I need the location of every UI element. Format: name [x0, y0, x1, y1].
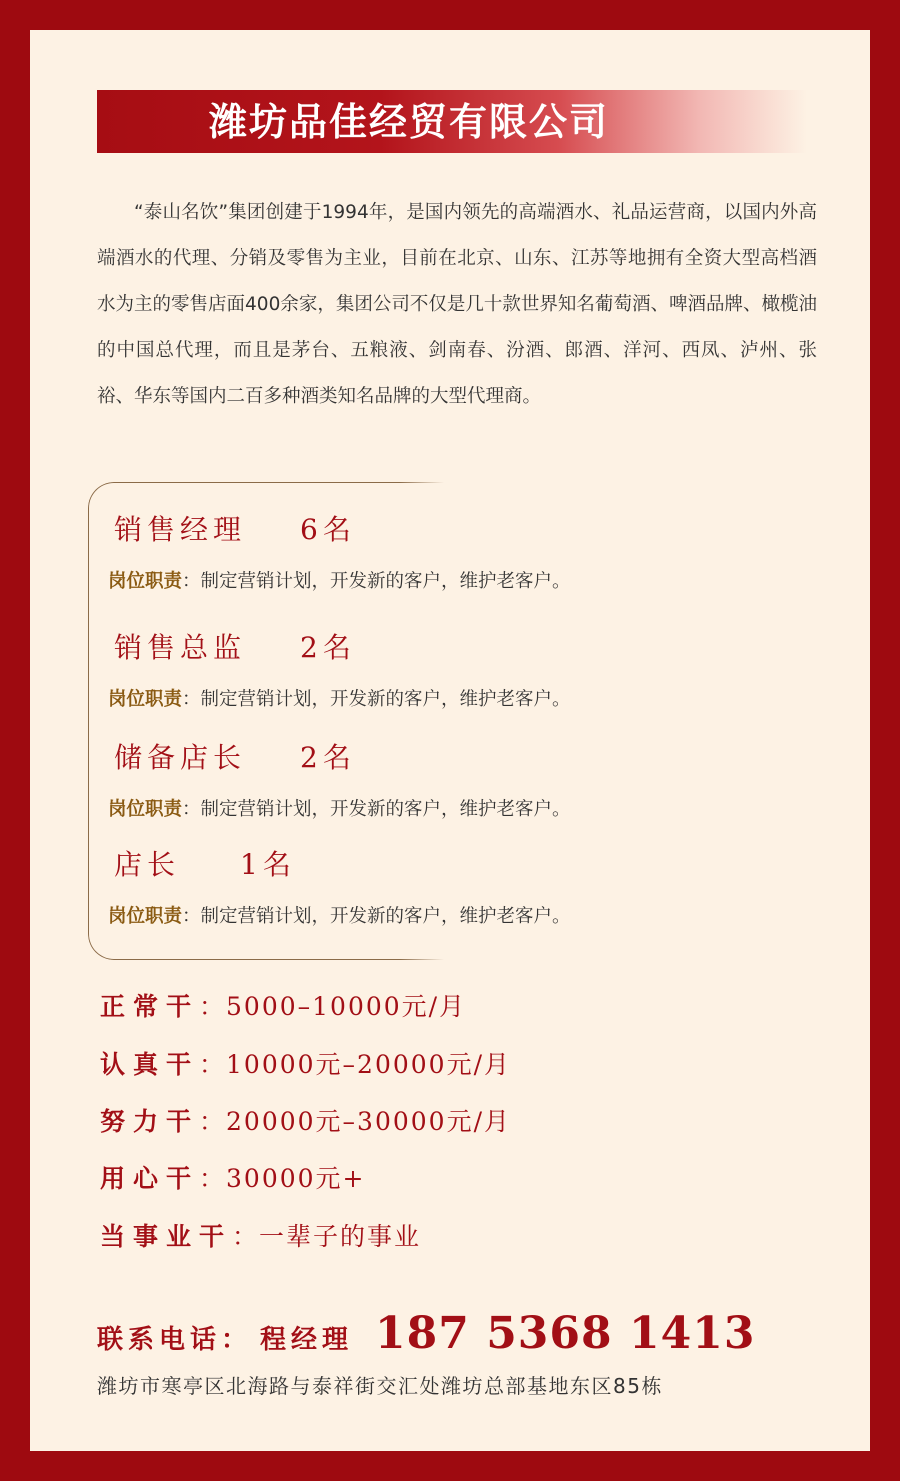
job-count: 6名 — [300, 513, 356, 546]
job-count: 2名 — [300, 741, 356, 774]
salary-row — [100, 987, 466, 1023]
jobs-frame — [88, 482, 830, 960]
job-title — [114, 626, 356, 666]
job-desc-label: 岗位职责 — [108, 906, 183, 927]
salary-value: ：10000元–20000元/月 — [199, 1050, 511, 1079]
salary-label: 认真干 — [100, 1050, 200, 1079]
job-desc-text: ：制定营销计划，开发新的客户，维护老客户。 — [182, 799, 571, 820]
company-intro — [97, 190, 817, 420]
job-count: 1名 — [240, 848, 296, 881]
job-desc-label: 岗位职责 — [108, 799, 183, 820]
salary-value: ：5000–10000元/月 — [199, 992, 467, 1021]
salary-value: ：20000元–30000元/月 — [199, 1107, 511, 1136]
contact-label: 联系电话： — [97, 1325, 253, 1355]
phone-number[interactable]: 187 5368 1413 — [375, 1308, 756, 1359]
job-desc — [108, 567, 571, 593]
job-title — [114, 508, 356, 548]
contact-person: 程经理 — [260, 1325, 354, 1355]
job-title — [114, 736, 356, 776]
poster-page — [30, 30, 870, 1451]
job-desc — [108, 795, 571, 821]
job-desc-text: ：制定营销计划，开发新的客户，维护老客户。 — [182, 571, 571, 592]
salary-label: 努力干 — [100, 1107, 200, 1136]
job-title-text: 店长 — [114, 848, 181, 881]
job-desc-label: 岗位职责 — [108, 689, 183, 710]
salary-label: 当事业干 — [100, 1222, 233, 1251]
job-desc — [108, 685, 571, 711]
job-desc — [108, 902, 571, 928]
salary-label: 正常干 — [100, 992, 200, 1021]
salary-row — [100, 1159, 366, 1195]
company-name: 潍坊品佳经贸有限公司 — [209, 99, 610, 144]
salary-value: ：30000元+ — [199, 1164, 366, 1193]
job-count: 2名 — [300, 631, 356, 664]
job-desc-text: ：制定营销计划，开发新的客户，维护老客户。 — [182, 906, 571, 927]
salary-row — [100, 1045, 511, 1081]
contact-line — [97, 1308, 755, 1359]
intro-paragraph: “泰山名饮”集团创建于1994年，是国内领先的高端酒水、礼品运营商，以国内外高端酒水的代理、分销及零售为主业，目前在北京、山东、江苏等地拥有全资大型高档酒水为主的零售店面400余家，集团公司不仅是几十款世界知名葡萄酒、啤酒品牌、橄榄油的中国总代理，而且是茅台、五粮液、剑南春、汾酒、郎酒、洋河、西凤、泸州、张裕、华东等国内二百多种酒类知名品牌的大型代理商。 — [97, 202, 817, 407]
job-title-text: 销售经理 — [114, 513, 247, 546]
salary-row — [100, 1102, 511, 1138]
job-title — [114, 843, 296, 883]
salary-label: 用心干 — [100, 1164, 200, 1193]
job-desc-text: ：制定营销计划，开发新的客户，维护老客户。 — [182, 689, 571, 710]
salary-row — [100, 1217, 421, 1253]
job-desc-label: 岗位职责 — [108, 571, 183, 592]
job-title-text: 销售总监 — [114, 631, 247, 664]
title-banner — [97, 90, 807, 153]
salary-value: ：一辈子的事业 — [232, 1222, 422, 1251]
address: 潍坊市寒亭区北海路与泰祥街交汇处潍坊总部基地东区85栋 — [97, 1374, 663, 1398]
job-title-text: 储备店长 — [114, 741, 247, 774]
